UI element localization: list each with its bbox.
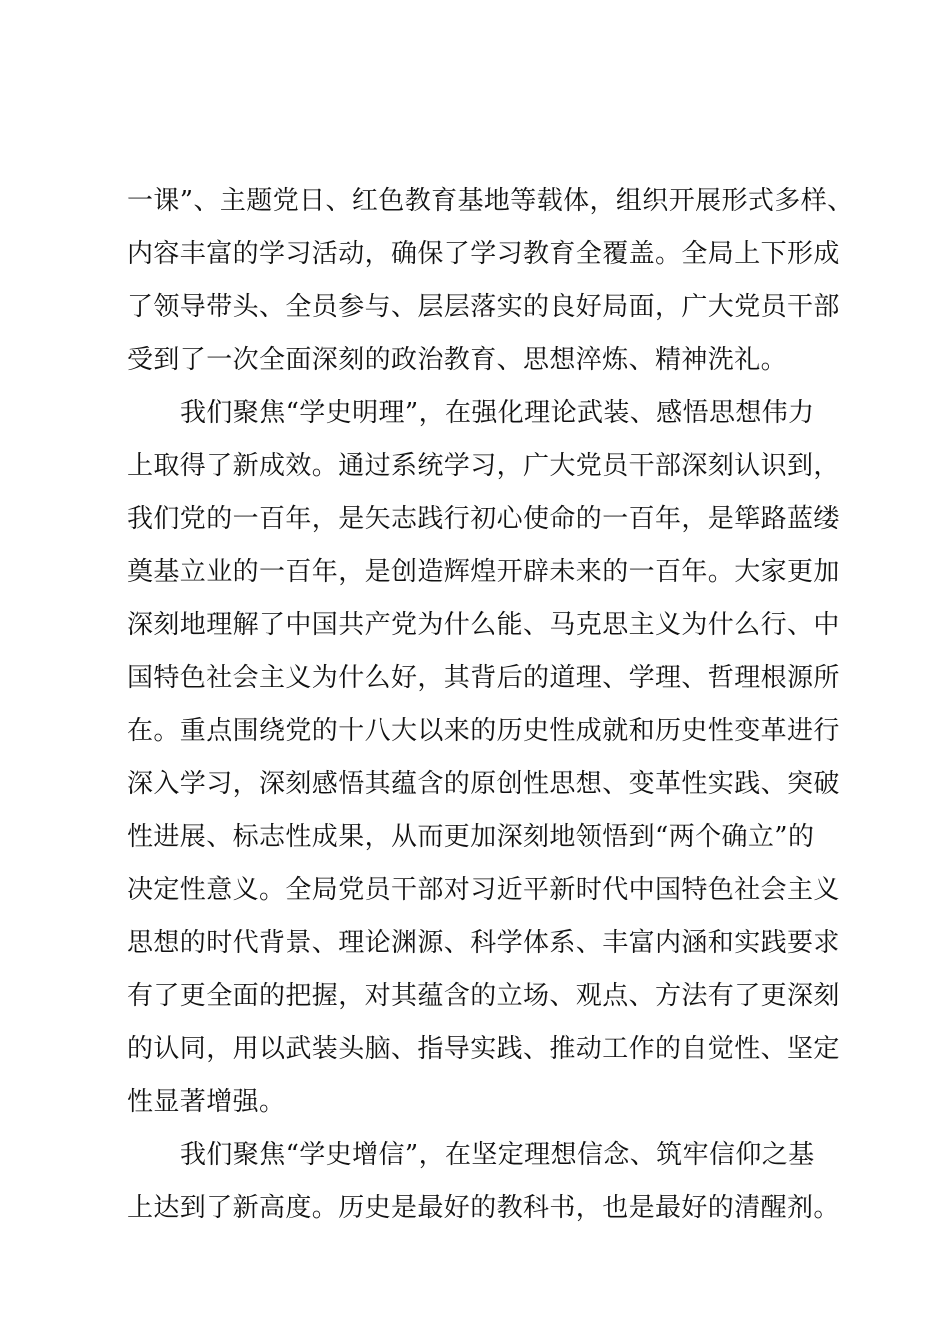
paragraph-1-line-1: 一课”、主题党日、红色教育基地等载体，组织开展形式多样、: [127, 186, 854, 216]
paragraph-2-line-14: 性显著增强。: [127, 1087, 286, 1117]
paragraph-2-line-4: 奠基立业的一百年，是创造辉煌开辟未来的一百年。大家更加: [127, 557, 840, 587]
paragraph-2-line-8: 深入学习，深刻感悟其蕴含的原创性思想、变革性实践、突破: [127, 769, 840, 799]
paragraph-2-line-3: 我们党的一百年，是矢志践行初心使命的一百年，是筚路蓝缕: [127, 504, 840, 534]
paragraph-2-line-1: 我们聚焦“学史明理”，在强化理论武装、感悟思想伟力: [180, 398, 815, 428]
paragraph-2-line-9: 性进展、标志性成果，从而更加深刻地领悟到“两个确立”的: [127, 822, 815, 852]
paragraph-2-line-11: 思想的时代背景、理论渊源、科学体系、丰富内涵和实践要求: [127, 928, 840, 958]
paragraph-3-line-1: 我们聚焦“学史增信”，在坚定理想信念、筑牢信仰之基: [180, 1140, 815, 1170]
paragraph-1-line-4: 受到了一次全面深刻的政治教育、思想淬炼、精神洗礼。: [127, 345, 788, 375]
paragraph-2-line-5: 深刻地理解了中国共产党为什么能、马克思主义为什么行、中: [127, 610, 840, 640]
paragraph-2-line-13: 的认同，用以武装头脑、指导实践、推动工作的自觉性、坚定: [127, 1034, 840, 1064]
paragraph-2-line-12: 有了更全面的把握，对其蕴含的立场、观点、方法有了更深刻: [127, 981, 840, 1011]
paragraph-2-line-6: 国特色社会主义为什么好，其背后的道理、学理、哲理根源所: [127, 663, 840, 693]
paragraph-3-line-2: 上达到了新高度。历史是最好的教科书，也是最好的清醒剂。: [127, 1193, 840, 1223]
paragraph-1-line-3: 了领导带头、全员参与、层层落实的良好局面，广大党员干部: [127, 292, 840, 322]
paragraph-2-line-10: 决定性意义。全局党员干部对习近平新时代中国特色社会主义: [127, 875, 840, 905]
paragraph-2-line-2: 上取得了新成效。通过系统学习，广大党员干部深刻认识到，: [127, 451, 840, 481]
paragraph-1-line-2: 内容丰富的学习活动，确保了学习教育全覆盖。全局上下形成: [127, 239, 840, 269]
paragraph-2-line-7: 在。重点围绕党的十八大以来的历史性成就和历史性变革进行: [127, 716, 840, 746]
